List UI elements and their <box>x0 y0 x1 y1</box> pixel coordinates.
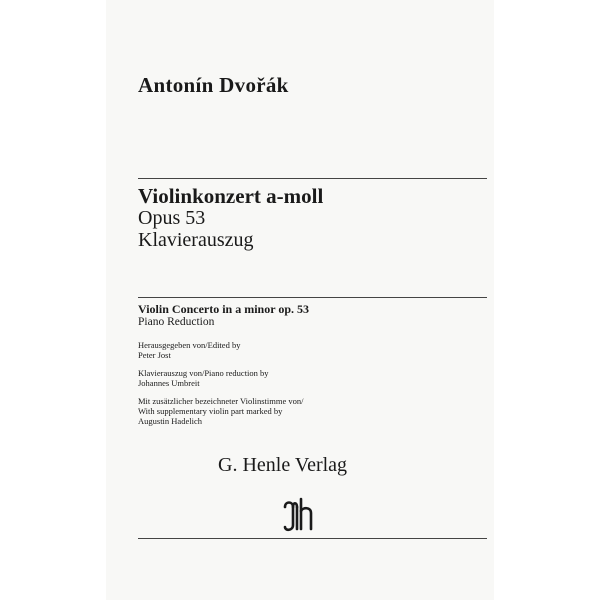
credit-reduction-role: Klavierauszug von/Piano reduction by <box>138 368 269 378</box>
credit-editor-name: Peter Jost <box>138 350 171 360</box>
credit-violin-part-role-en: With supplementary violin part marked by <box>138 406 283 416</box>
title-german: Violinkonzert a-moll <box>138 184 324 208</box>
credit-editor-role: Herausgegeben von/Edited by <box>138 340 241 350</box>
credit-violin-part <box>138 396 304 426</box>
publisher-name: G. Henle Verlag <box>218 454 348 476</box>
title-english: Violin Concerto in a minor op. 53 <box>138 302 310 316</box>
divider-middle <box>138 297 487 298</box>
henle-monogram-icon <box>281 495 317 533</box>
credit-reduction-name: Johannes Umbreit <box>138 378 200 388</box>
credit-reduction <box>138 368 269 388</box>
opus-number: Opus 53 <box>138 207 206 229</box>
composer-name: Antonín Dvořák <box>138 73 289 97</box>
divider-bottom <box>138 538 487 539</box>
edition-type-english: Piano Reduction <box>138 316 215 328</box>
edition-type-german: Klavierauszug <box>138 229 254 251</box>
divider-top <box>138 178 487 179</box>
credit-editor <box>138 340 240 360</box>
credit-violin-part-name: Augustin Hadelich <box>138 416 202 426</box>
credit-violin-part-role-de: Mit zusätzlicher bezeichneter Violinstimme von/ <box>138 396 304 406</box>
